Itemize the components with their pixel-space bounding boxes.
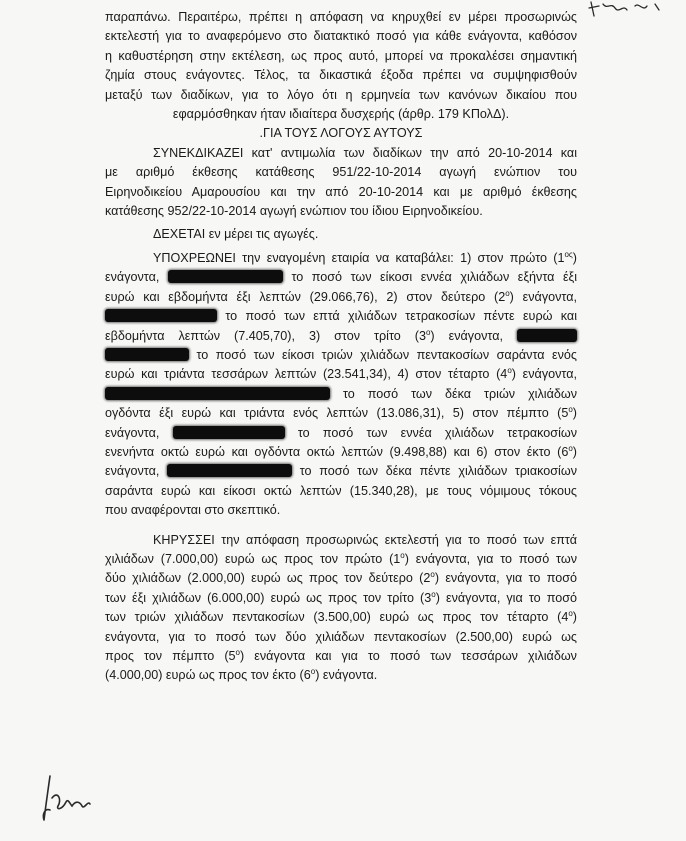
redaction-bar <box>167 464 292 477</box>
text-segment: προς τον πέμπτο (5 <box>105 649 236 663</box>
document-body <box>105 8 577 686</box>
text-line: μεταξύ των διαδίκων, για το λόγο ότι η ερμηνεία των κανόνων δικαίου που <box>105 87 577 102</box>
ordinal-suffix: ο <box>425 327 431 337</box>
text-segment: ενάγοντα, <box>105 425 160 440</box>
ordinal-suffix: ο <box>310 667 316 677</box>
text-segment: των έξι χιλιάδων (6.000,00) ευρώ ως προς τον τρίτο (3 <box>105 590 432 605</box>
redaction-bar <box>105 387 330 400</box>
text-segment: (4.000,00) ευρώ ως προς τον έκτο (6 <box>105 668 311 683</box>
text-segment: ) <box>572 406 577 421</box>
text-line: με αριθμό έκθεσης κατάθεσης 951/22-10-2014 αγωγή ενώπιον του <box>105 165 577 180</box>
text-segment: ) <box>572 444 577 459</box>
text-line <box>105 550 577 569</box>
text-line: εφαρμόσθηκαν ήταν ιδιαίτερα δυσχερής (άρθρ. 179 ΚΠολΔ). <box>172 107 510 122</box>
text-segment: το ποσό των είκοσι εννέα χιλιάδων εξήντα έξι <box>291 270 577 285</box>
text-line: σαράντα ευρώ και είκοσι οκτώ λεπτών (15.340,28), με τους νόμιμους τόκους <box>105 483 577 498</box>
text-segment: το ποσό των είκοσι τριών χιλιάδων πεντακοσίων σαράντα ενός <box>196 347 577 362</box>
text-line: ΚΗΡΥΣΣΕΙ την απόφαση προσωρινώς εκτελεστή για το ποσό των επτά <box>153 532 577 547</box>
text-line: παραπάνω. Περαιτέρω, πρέπει η απόφαση να κηρυχθεί εν μέρει προσωρινώς <box>105 10 577 24</box>
ordinal-suffix: ο <box>505 288 510 298</box>
text-segment: ογδόντα έξι ευρώ και τριάντα ενός λεπτών (13.086,31), 5) στον πέμπτο (5 <box>105 406 569 421</box>
text-line <box>105 327 577 346</box>
redaction-bar <box>105 348 189 361</box>
text-segment: ) ενάγοντα, για το ποσό <box>434 571 577 586</box>
signature-mark <box>36 770 106 830</box>
text-segment: ενενήντα οκτώ ευρώ και ογδόντα οκτώ λεπτών (9.498,88) και 6) στον έκτο (6 <box>105 444 569 459</box>
text-line <box>105 589 577 608</box>
ordinal-suffix: ο <box>431 589 436 599</box>
text-line <box>105 569 577 588</box>
text-line <box>105 404 577 423</box>
text-segment: το ποσό των επτά χιλιάδων τετρακοσίων πέντε ευρώ και <box>225 309 577 324</box>
text-line <box>105 249 577 268</box>
redaction-bar <box>168 270 283 283</box>
text-line: ζημία στους ενάγοντες. Τέλος, τα δικαστικά έξοδα πρέπει να συμψηφισθούν <box>105 68 577 83</box>
text-segment: ) <box>572 610 577 625</box>
text-segment: ευρώ και τριάντα τεσσάρων λεπτών (23.541,34), 4) στον τέταρτο (4 <box>105 367 508 382</box>
text-segment: των τριών χιλιάδων πεντακοσίων (3.500,00) ευρώ ως προς τον τέταρτο (4 <box>105 610 569 625</box>
text-line: η καθυστέρηση στην εκτέλεση, ως προς αυτό, μπορεί να προκαλέσει σημαντική <box>105 48 577 63</box>
text-line <box>105 647 577 666</box>
text-line <box>105 385 577 404</box>
text-line <box>105 443 577 462</box>
section-heading: .ΓΙΑ ΤΟΥΣ ΛΟΓΟΥΣ ΑΥΤΟΥΣ <box>259 126 423 141</box>
redaction-bar <box>173 426 285 439</box>
text-segment: ενάγοντα, <box>105 464 160 479</box>
text-segment: ) ενάγοντα, για το ποσό των <box>404 551 577 566</box>
redaction-bar <box>105 309 217 322</box>
redaction-bar <box>517 329 577 342</box>
text-line <box>105 268 577 287</box>
text-line <box>105 666 577 685</box>
text-line: ενάγοντα, για το ποσό των δύο χιλιάδων πεντακοσίων (2.500,00) ευρώ ως <box>105 629 577 644</box>
text-segment: το ποσό των δέκα τριών χιλιάδων <box>343 386 577 401</box>
text-segment: ΥΠΟΧΡΕΩΝΕΙ την εναγομένη εταιρία να καταβάλει: 1) στον πρώτο (1 <box>153 250 565 265</box>
text-segment: ενάγοντα, <box>105 270 160 285</box>
text-line <box>105 346 577 365</box>
text-line: που αναφέρονται στο σκεπτικό. <box>105 503 281 518</box>
ordinal-suffix: ο <box>400 550 405 560</box>
text-segment: χιλιάδων (7.000,00) ευρώ ως προς τον πρώτο (1 <box>105 551 401 566</box>
text-segment: ) ενάγοντα. <box>315 668 378 683</box>
text-line: ΔΕΧΕΤΑΙ εν μέρει τις αγωγές. <box>153 227 319 242</box>
text-line <box>105 608 577 627</box>
text-line: κατάθεσης 952/22-10-2014 αγωγή ενώπιον του ίδιου Ειρηνοδικείου. <box>105 204 483 219</box>
text-line <box>105 462 577 481</box>
text-segment: ) ενάγοντα, <box>511 367 578 382</box>
text-segment: ευρώ και εβδομήντα έξι λεπτών (29.066,76), 2) στον δεύτερο (2 <box>105 289 506 304</box>
text-segment: ) ενάγοντα, για το ποσό <box>435 590 577 605</box>
ordinal-suffix: ο <box>568 405 573 415</box>
text-line <box>105 288 577 307</box>
ordinal-suffix: ο <box>568 443 573 453</box>
text-line <box>105 365 577 384</box>
text-line: ΣΥΝΕΚΔΙΚΑΖΕΙ κατ' αντιμωλία των διαδίκων την από 20-10-2014 και <box>153 145 577 160</box>
text-line: εκτελεστή για το αναφερόμενο στο διατακτικό ποσό για κάθε ενάγοντα, καθόσον <box>105 29 577 44</box>
text-segment: ) ενάγοντα, <box>509 289 577 304</box>
text-segment: το ποσό των δέκα πέντε χιλιάδων τριακοσίων <box>299 464 577 479</box>
text-line: Ειρηνοδικείου Αμαρουσίου και την από 20-10-2014 και με αριθμό έκθεσης <box>105 184 577 199</box>
text-segment: το ποσό των εννέα χιλιάδων τετρακοσίων <box>297 425 577 440</box>
ordinal-suffix: ο <box>430 570 435 580</box>
ordinal-suffix: ο <box>568 609 573 619</box>
text-segment: εβδομήντα λεπτών (7.405,70), 3) στον τρίτο (3 <box>105 328 426 343</box>
ordinal-suffix: ο <box>507 366 512 376</box>
text-line <box>105 424 577 443</box>
text-segment: ) <box>572 250 577 265</box>
text-segment: ) ενάγοντα, <box>430 328 503 343</box>
ordinal-suffix: ο <box>235 648 240 657</box>
corner-handwriting <box>585 0 675 30</box>
ordinal-suffix: ος <box>564 249 573 259</box>
text-line <box>105 307 577 326</box>
text-segment: δύο χιλιάδων (2.000,00) ευρώ ως προς τον δεύτερο (2 <box>105 571 431 586</box>
text-segment: ) ενάγοντα και για το ποσό των τεσσάρων χιλιάδων <box>239 649 577 663</box>
